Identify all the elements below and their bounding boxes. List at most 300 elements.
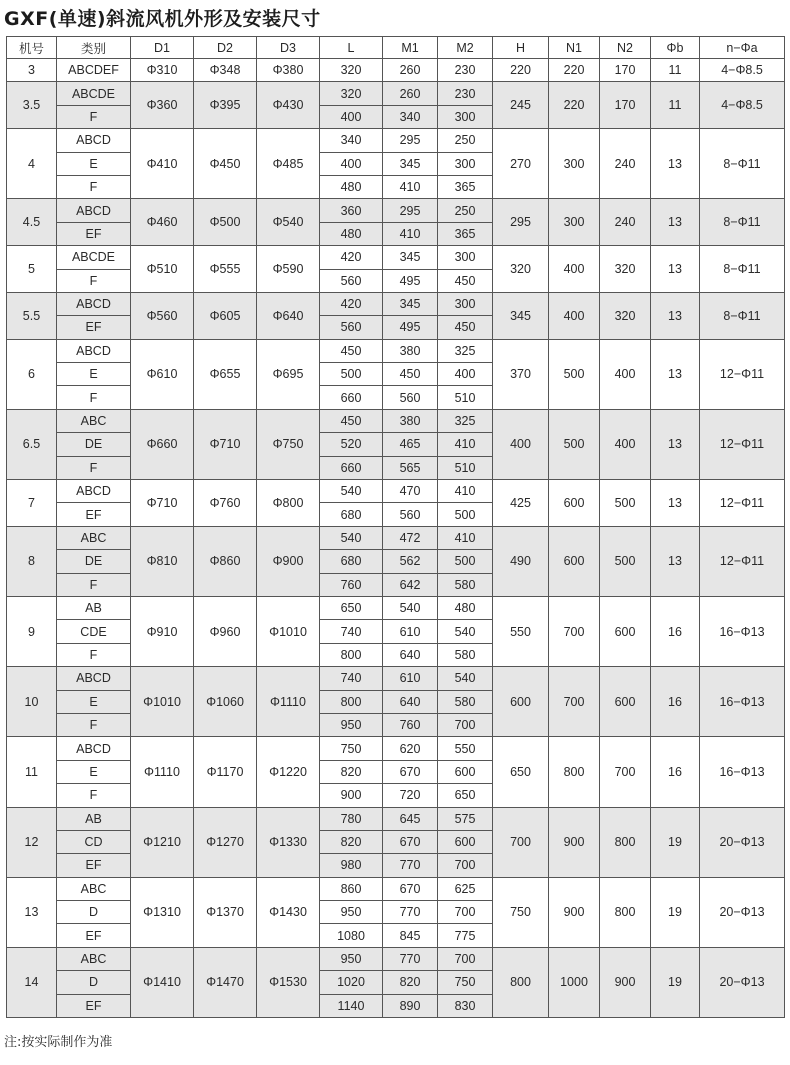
cell-m1: 760 <box>383 713 438 736</box>
cell-type: E <box>57 760 131 783</box>
cell-d2: Φ1170 <box>194 737 257 807</box>
cell-type: E <box>57 690 131 713</box>
cell-b: 13 <box>651 292 700 339</box>
cell-na: 12−Φ11 <box>700 409 785 479</box>
cell-d1: Φ1410 <box>131 947 194 1017</box>
cell-l: 360 <box>320 199 383 222</box>
cell-type: CDE <box>57 620 131 643</box>
cell-n2: 800 <box>600 877 651 947</box>
cell-n1: 900 <box>549 877 600 947</box>
cell-d2: Φ450 <box>194 129 257 199</box>
cell-d1: Φ910 <box>131 596 194 666</box>
cell-m2: 775 <box>438 924 493 947</box>
cell-na: 8−Φ11 <box>700 292 785 339</box>
cell-d3: Φ1010 <box>257 596 320 666</box>
cell-d2: Φ710 <box>194 409 257 479</box>
cell-m1: 495 <box>383 316 438 339</box>
cell-m2: 510 <box>438 456 493 479</box>
table-row <box>7 807 785 830</box>
cell-d3: Φ1430 <box>257 877 320 947</box>
col-header: N2 <box>600 37 651 59</box>
cell-d1: Φ560 <box>131 292 194 339</box>
cell-l: 560 <box>320 269 383 292</box>
cell-type: ABCD <box>57 667 131 690</box>
cell-type: EF <box>57 222 131 245</box>
col-header: M1 <box>383 37 438 59</box>
cell-l: 540 <box>320 526 383 549</box>
cell-type: AB <box>57 807 131 830</box>
cell-na: 4−Φ8.5 <box>700 59 785 82</box>
cell-n2: 600 <box>600 667 651 737</box>
cell-type: E <box>57 152 131 175</box>
cell-type: ABCD <box>57 129 131 152</box>
table-row <box>7 877 785 900</box>
cell-n2: 600 <box>600 596 651 666</box>
cell-l: 420 <box>320 292 383 315</box>
cell-h: 800 <box>493 947 549 1017</box>
cell-l: 320 <box>320 59 383 82</box>
cell-m2: 700 <box>438 901 493 924</box>
cell-d3: Φ1110 <box>257 667 320 737</box>
cell-m2: 625 <box>438 877 493 900</box>
cell-m1: 540 <box>383 596 438 619</box>
table-row <box>7 667 785 690</box>
cell-d1: Φ710 <box>131 480 194 527</box>
cell-type: EF <box>57 854 131 877</box>
cell-m2: 500 <box>438 503 493 526</box>
cell-l: 480 <box>320 222 383 245</box>
cell-d2: Φ860 <box>194 526 257 596</box>
cell-n1: 900 <box>549 807 600 877</box>
cell-m2: 580 <box>438 573 493 596</box>
cell-no: 14 <box>7 947 57 1017</box>
cell-l: 650 <box>320 596 383 619</box>
cell-m1: 770 <box>383 854 438 877</box>
cell-m1: 770 <box>383 947 438 970</box>
col-header: H <box>493 37 549 59</box>
cell-type: ABCD <box>57 339 131 362</box>
col-header: D2 <box>194 37 257 59</box>
table-row <box>7 480 785 503</box>
cell-h: 245 <box>493 82 549 129</box>
table-row <box>7 737 785 760</box>
cell-no: 13 <box>7 877 57 947</box>
cell-type: ABCD <box>57 480 131 503</box>
cell-type: CD <box>57 830 131 853</box>
cell-m2: 510 <box>438 386 493 409</box>
cell-m1: 720 <box>383 784 438 807</box>
cell-l: 660 <box>320 386 383 409</box>
cell-l: 500 <box>320 363 383 386</box>
cell-l: 450 <box>320 339 383 362</box>
cell-m1: 560 <box>383 503 438 526</box>
cell-d1: Φ310 <box>131 59 194 82</box>
cell-m1: 345 <box>383 246 438 269</box>
cell-d2: Φ760 <box>194 480 257 527</box>
cell-h: 400 <box>493 409 549 479</box>
cell-m1: 820 <box>383 971 438 994</box>
table-row <box>7 82 785 105</box>
cell-l: 1080 <box>320 924 383 947</box>
cell-type: F <box>57 713 131 736</box>
cell-d1: Φ610 <box>131 339 194 409</box>
header-row <box>7 37 785 59</box>
cell-na: 8−Φ11 <box>700 199 785 246</box>
cell-type: E <box>57 363 131 386</box>
cell-na: 8−Φ11 <box>700 246 785 293</box>
cell-n2: 240 <box>600 129 651 199</box>
cell-type: ABCDEF <box>57 59 131 82</box>
cell-no: 3 <box>7 59 57 82</box>
col-header: 机号 <box>7 37 57 59</box>
cell-h: 270 <box>493 129 549 199</box>
cell-type: D <box>57 901 131 924</box>
col-header: n−Φa <box>700 37 785 59</box>
cell-d1: Φ1110 <box>131 737 194 807</box>
table-row <box>7 129 785 152</box>
cell-na: 4−Φ8.5 <box>700 82 785 129</box>
cell-d2: Φ500 <box>194 199 257 246</box>
cell-l: 660 <box>320 456 383 479</box>
table-row <box>7 339 785 362</box>
cell-n2: 500 <box>600 480 651 527</box>
cell-type: D <box>57 971 131 994</box>
cell-m2: 580 <box>438 643 493 666</box>
cell-m2: 600 <box>438 760 493 783</box>
cell-m2: 540 <box>438 667 493 690</box>
table-row <box>7 947 785 970</box>
cell-no: 7 <box>7 480 57 527</box>
cell-n2: 500 <box>600 526 651 596</box>
cell-n1: 220 <box>549 59 600 82</box>
cell-m2: 410 <box>438 526 493 549</box>
cell-b: 16 <box>651 667 700 737</box>
cell-d2: Φ1370 <box>194 877 257 947</box>
cell-n1: 700 <box>549 596 600 666</box>
cell-d2: Φ655 <box>194 339 257 409</box>
cell-b: 19 <box>651 877 700 947</box>
cell-b: 16 <box>651 596 700 666</box>
cell-m2: 750 <box>438 971 493 994</box>
cell-na: 16−Φ13 <box>700 737 785 807</box>
cell-d1: Φ410 <box>131 129 194 199</box>
cell-m1: 560 <box>383 386 438 409</box>
cell-m2: 540 <box>438 620 493 643</box>
cell-n2: 700 <box>600 737 651 807</box>
cell-h: 425 <box>493 480 549 527</box>
cell-m2: 400 <box>438 363 493 386</box>
cell-type: AB <box>57 596 131 619</box>
cell-d1: Φ1210 <box>131 807 194 877</box>
cell-m1: 562 <box>383 550 438 573</box>
cell-type: ABCDE <box>57 82 131 105</box>
cell-n2: 320 <box>600 246 651 293</box>
cell-b: 13 <box>651 129 700 199</box>
cell-m1: 470 <box>383 480 438 503</box>
cell-l: 540 <box>320 480 383 503</box>
cell-type: F <box>57 269 131 292</box>
cell-m1: 495 <box>383 269 438 292</box>
cell-l: 950 <box>320 901 383 924</box>
cell-h: 550 <box>493 596 549 666</box>
cell-h: 750 <box>493 877 549 947</box>
cell-l: 520 <box>320 433 383 456</box>
cell-d2: Φ960 <box>194 596 257 666</box>
cell-m2: 410 <box>438 433 493 456</box>
cell-n2: 800 <box>600 807 651 877</box>
cell-m1: 260 <box>383 59 438 82</box>
cell-n1: 220 <box>549 82 600 129</box>
cell-m2: 300 <box>438 105 493 128</box>
cell-m2: 650 <box>438 784 493 807</box>
cell-d1: Φ360 <box>131 82 194 129</box>
cell-type: EF <box>57 924 131 947</box>
cell-n1: 700 <box>549 667 600 737</box>
cell-no: 8 <box>7 526 57 596</box>
cell-m2: 230 <box>438 82 493 105</box>
cell-m2: 450 <box>438 316 493 339</box>
cell-m2: 600 <box>438 830 493 853</box>
table-row <box>7 292 785 315</box>
cell-type: ABCDE <box>57 246 131 269</box>
table-body <box>7 59 785 1018</box>
cell-m2: 300 <box>438 152 493 175</box>
cell-d3: Φ1220 <box>257 737 320 807</box>
cell-d2: Φ1470 <box>194 947 257 1017</box>
cell-m2: 250 <box>438 129 493 152</box>
cell-d1: Φ660 <box>131 409 194 479</box>
cell-type: EF <box>57 316 131 339</box>
cell-b: 13 <box>651 246 700 293</box>
cell-m1: 890 <box>383 994 438 1017</box>
cell-n1: 300 <box>549 199 600 246</box>
cell-m1: 410 <box>383 222 438 245</box>
cell-m1: 645 <box>383 807 438 830</box>
cell-m1: 295 <box>383 199 438 222</box>
cell-n2: 320 <box>600 292 651 339</box>
cell-type: EF <box>57 503 131 526</box>
cell-l: 980 <box>320 854 383 877</box>
cell-m1: 610 <box>383 620 438 643</box>
cell-type: F <box>57 643 131 666</box>
cell-b: 13 <box>651 409 700 479</box>
cell-l: 900 <box>320 784 383 807</box>
cell-b: 19 <box>651 947 700 1017</box>
cell-m2: 480 <box>438 596 493 619</box>
table-row <box>7 409 785 432</box>
cell-m2: 700 <box>438 854 493 877</box>
cell-l: 800 <box>320 690 383 713</box>
cell-m1: 465 <box>383 433 438 456</box>
cell-m1: 670 <box>383 877 438 900</box>
footnote: 注:按实际制作为准 <box>4 1035 113 1050</box>
cell-m2: 700 <box>438 713 493 736</box>
cell-n1: 800 <box>549 737 600 807</box>
cell-m1: 340 <box>383 105 438 128</box>
cell-m1: 620 <box>383 737 438 760</box>
cell-m2: 700 <box>438 947 493 970</box>
cell-no: 11 <box>7 737 57 807</box>
cell-type: ABC <box>57 947 131 970</box>
cell-m2: 300 <box>438 292 493 315</box>
cell-m2: 550 <box>438 737 493 760</box>
cell-d3: Φ590 <box>257 246 320 293</box>
cell-d3: Φ695 <box>257 339 320 409</box>
cell-n2: 240 <box>600 199 651 246</box>
cell-d3: Φ750 <box>257 409 320 479</box>
cell-d2: Φ1270 <box>194 807 257 877</box>
cell-b: 19 <box>651 807 700 877</box>
cell-b: 13 <box>651 526 700 596</box>
cell-l: 820 <box>320 830 383 853</box>
cell-m2: 580 <box>438 690 493 713</box>
cell-m1: 345 <box>383 152 438 175</box>
page-title: GXF(单速)斜流风机外形及安装尺寸 <box>4 8 321 30</box>
cell-l: 560 <box>320 316 383 339</box>
cell-h: 600 <box>493 667 549 737</box>
cell-m1: 345 <box>383 292 438 315</box>
cell-m2: 300 <box>438 246 493 269</box>
cell-d2: Φ605 <box>194 292 257 339</box>
cell-l: 400 <box>320 105 383 128</box>
cell-h: 320 <box>493 246 549 293</box>
cell-n2: 400 <box>600 339 651 409</box>
cell-d2: Φ395 <box>194 82 257 129</box>
cell-m1: 410 <box>383 175 438 198</box>
cell-b: 11 <box>651 82 700 129</box>
cell-l: 1140 <box>320 994 383 1017</box>
cell-b: 13 <box>651 480 700 527</box>
cell-d2: Φ1060 <box>194 667 257 737</box>
cell-type: F <box>57 456 131 479</box>
cell-l: 820 <box>320 760 383 783</box>
cell-n2: 170 <box>600 82 651 129</box>
col-header: L <box>320 37 383 59</box>
cell-d2: Φ555 <box>194 246 257 293</box>
cell-b: 13 <box>651 339 700 409</box>
table-row <box>7 526 785 549</box>
cell-m1: 670 <box>383 760 438 783</box>
cell-type: F <box>57 175 131 198</box>
cell-l: 320 <box>320 82 383 105</box>
cell-d3: Φ640 <box>257 292 320 339</box>
cell-na: 20−Φ13 <box>700 947 785 1017</box>
cell-m1: 295 <box>383 129 438 152</box>
cell-l: 1020 <box>320 971 383 994</box>
cell-no: 10 <box>7 667 57 737</box>
cell-d3: Φ540 <box>257 199 320 246</box>
cell-na: 16−Φ13 <box>700 667 785 737</box>
cell-d3: Φ485 <box>257 129 320 199</box>
cell-d3: Φ380 <box>257 59 320 82</box>
cell-m2: 365 <box>438 175 493 198</box>
cell-l: 950 <box>320 947 383 970</box>
table-row <box>7 199 785 222</box>
cell-m1: 450 <box>383 363 438 386</box>
cell-d1: Φ510 <box>131 246 194 293</box>
cell-type: ABCD <box>57 199 131 222</box>
cell-l: 680 <box>320 550 383 573</box>
cell-l: 740 <box>320 620 383 643</box>
cell-l: 780 <box>320 807 383 830</box>
cell-m2: 830 <box>438 994 493 1017</box>
cell-type: DE <box>57 550 131 573</box>
col-header: D1 <box>131 37 194 59</box>
cell-n1: 500 <box>549 339 600 409</box>
cell-m2: 410 <box>438 480 493 503</box>
cell-no: 5 <box>7 246 57 293</box>
cell-n1: 1000 <box>549 947 600 1017</box>
cell-m1: 845 <box>383 924 438 947</box>
cell-m2: 325 <box>438 409 493 432</box>
cell-no: 12 <box>7 807 57 877</box>
cell-h: 490 <box>493 526 549 596</box>
cell-m1: 380 <box>383 339 438 362</box>
cell-n1: 400 <box>549 292 600 339</box>
cell-d3: Φ1530 <box>257 947 320 1017</box>
cell-type: EF <box>57 994 131 1017</box>
cell-no: 3.5 <box>7 82 57 129</box>
table-row <box>7 59 785 82</box>
cell-m2: 250 <box>438 199 493 222</box>
col-header: N1 <box>549 37 600 59</box>
cell-l: 760 <box>320 573 383 596</box>
cell-na: 16−Φ13 <box>700 596 785 666</box>
cell-type: F <box>57 386 131 409</box>
cell-h: 700 <box>493 807 549 877</box>
cell-l: 420 <box>320 246 383 269</box>
col-header: M2 <box>438 37 493 59</box>
cell-n1: 300 <box>549 129 600 199</box>
cell-m2: 575 <box>438 807 493 830</box>
cell-type: ABCD <box>57 737 131 760</box>
cell-l: 860 <box>320 877 383 900</box>
dimension-table <box>6 36 785 1018</box>
cell-m1: 770 <box>383 901 438 924</box>
cell-m2: 325 <box>438 339 493 362</box>
cell-m1: 610 <box>383 667 438 690</box>
cell-l: 750 <box>320 737 383 760</box>
table-row <box>7 596 785 619</box>
cell-no: 6.5 <box>7 409 57 479</box>
cell-m2: 365 <box>438 222 493 245</box>
cell-l: 680 <box>320 503 383 526</box>
cell-d1: Φ460 <box>131 199 194 246</box>
cell-type: ABC <box>57 409 131 432</box>
cell-m1: 380 <box>383 409 438 432</box>
cell-d2: Φ348 <box>194 59 257 82</box>
cell-b: 11 <box>651 59 700 82</box>
cell-m1: 670 <box>383 830 438 853</box>
cell-m1: 260 <box>383 82 438 105</box>
cell-no: 4 <box>7 129 57 199</box>
cell-n1: 600 <box>549 526 600 596</box>
cell-no: 4.5 <box>7 199 57 246</box>
cell-na: 20−Φ13 <box>700 877 785 947</box>
cell-h: 370 <box>493 339 549 409</box>
cell-na: 12−Φ11 <box>700 526 785 596</box>
cell-m2: 450 <box>438 269 493 292</box>
cell-na: 8−Φ11 <box>700 129 785 199</box>
cell-l: 450 <box>320 409 383 432</box>
cell-m1: 640 <box>383 690 438 713</box>
cell-l: 800 <box>320 643 383 666</box>
cell-d3: Φ1330 <box>257 807 320 877</box>
col-header: D3 <box>257 37 320 59</box>
cell-b: 16 <box>651 737 700 807</box>
cell-h: 295 <box>493 199 549 246</box>
cell-l: 340 <box>320 129 383 152</box>
